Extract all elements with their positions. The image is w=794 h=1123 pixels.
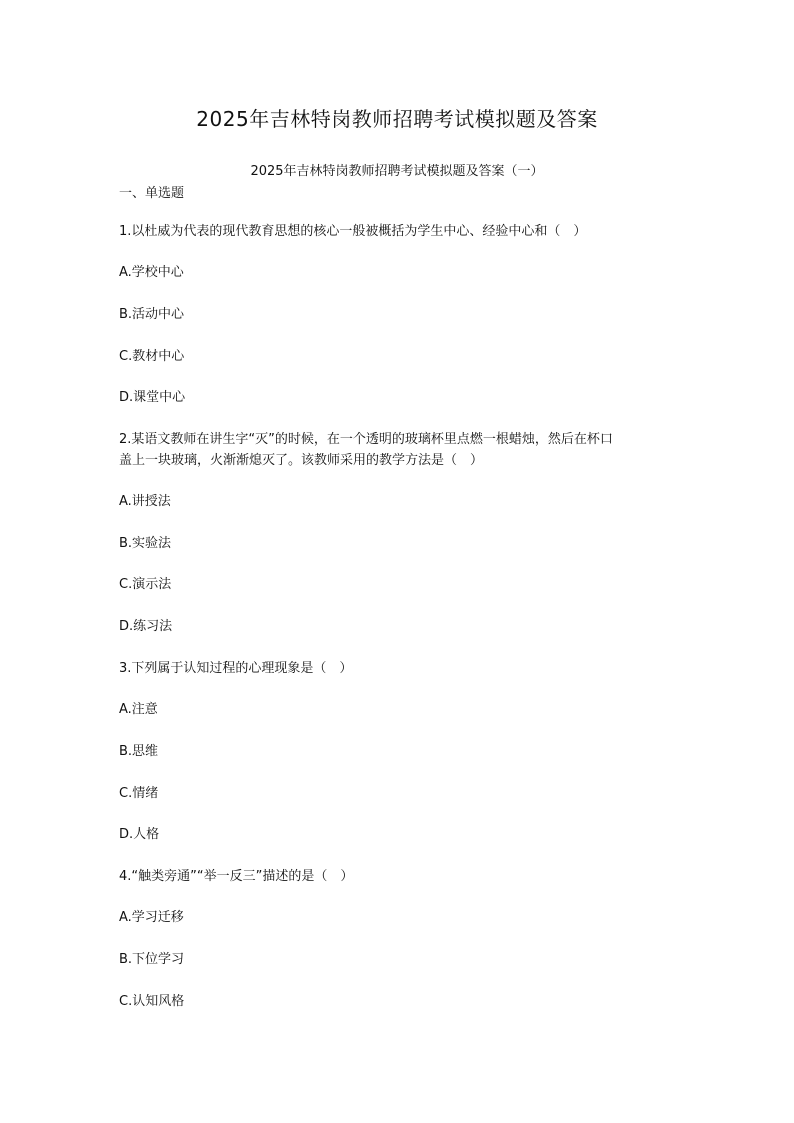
question-4-stem: 4.“触类旁通”“举一反三”描述的是（ ） [119,869,354,884]
question-3-option-c: C.情绪 [119,786,159,801]
question-3-stem: 3.下列属于认知过程的心理现象是（ ） [119,661,353,676]
document-title: 2025年吉林特岗教师招聘考试模拟题及答案 [196,107,598,131]
question-2-option-a: A.讲授法 [119,494,171,509]
question-3-option-b: B.思维 [119,744,159,759]
question-2-option-c: C.演示法 [119,577,172,592]
question-4-option-c: C.认知风格 [119,994,185,1009]
question-4-option-a: A.学习迁移 [119,910,184,925]
question-1-option-b: B.活动中心 [119,307,185,322]
question-1-option-c: C.教材中心 [119,349,185,364]
question-1-option-a: A.学校中心 [119,265,184,280]
question-2-stem-line-1: 2.某语文教师在讲生字“灭”的时候，在一个透明的玻璃杯里点燃一根蜡烛，然后在杯口 [119,432,613,447]
question-1-option-d: D.课堂中心 [119,390,186,405]
question-1-stem: 1.以杜威为代表的现代教育思想的核心一般被概括为学生中心、经验中心和（ ） [119,224,587,239]
question-2-stem-line-2: 盖上一块玻璃，火渐渐熄灭了。该教师采用的教学方法是（ ） [119,453,484,468]
question-3-option-d: D.人格 [119,827,160,842]
section-heading: 一、单选题 [119,186,185,201]
document-subtitle: 2025年吉林特岗教师招聘考试模拟题及答案（一） [250,164,544,179]
question-2-option-d: D.练习法 [119,619,173,634]
question-2-option-b: B.实验法 [119,536,172,551]
question-4-option-b: B.下位学习 [119,952,185,967]
question-3-option-a: A.注意 [119,702,158,717]
